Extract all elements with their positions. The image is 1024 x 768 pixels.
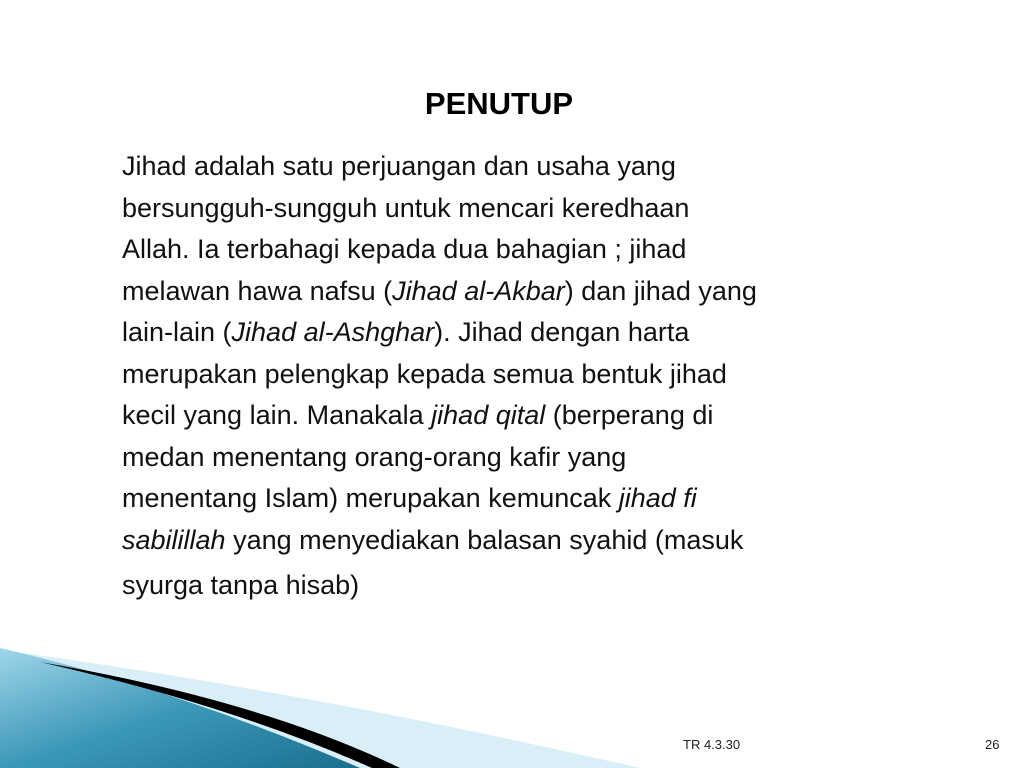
body-text-segment: Allah. Ia terbahagi kepada dua bahagian ; jihad [122,234,687,264]
italic-term: sabilillah [122,524,226,555]
italic-term: jihad qital [431,400,546,430]
body-line [122,354,942,396]
italic-term: jihad fi [618,483,697,513]
slide-title-text: PENUTUP [424,86,574,121]
italic-term: Jihad al-Akbar [392,275,565,306]
body-line [122,229,942,271]
body-line [122,312,942,354]
body-text-segment: ). Jihad dengan harta [434,317,690,347]
body-text-segment: merupakan pelengkap kepada semua bentuk jihad [122,358,727,389]
body-text-segment: ) dan jihad yang [564,275,757,306]
slide-title [0,86,1000,122]
body-text-segment: bersungguh-sungguh untuk mencari keredhaan [122,192,690,223]
body-text-segment: syurga tanpa hisab) [122,570,360,600]
body-line [122,271,942,313]
body-line [122,565,942,607]
body-line [122,188,942,230]
body-line [122,478,942,520]
body-text-segment: melawan hawa nafsu ( [122,275,393,306]
body-text-segment: kecil yang lain. Manakala [122,400,432,430]
body-text-segment: lain-lain ( [122,317,232,347]
body-line [122,520,942,562]
body-text-segment: (berperang di [545,400,714,430]
body-line [122,146,942,188]
body-line [122,395,942,437]
italic-term: Jihad al-Ashghar [231,317,435,347]
body-text-segment: medan menentang orang-orang kafir yang [122,441,627,472]
body-text-segment: Jihad adalah satu perjuangan dan usaha yang [122,151,676,181]
page-number: 26 [985,737,1000,752]
body-text-segment: menentang Islam) merupakan kemuncak [122,483,619,513]
body-line [122,437,942,479]
body-text-segment: yang menyediakan balasan syahid (masuk [225,524,744,555]
footer-reference: TR 4.3.30 [683,737,741,752]
slide-body-text [122,146,942,607]
